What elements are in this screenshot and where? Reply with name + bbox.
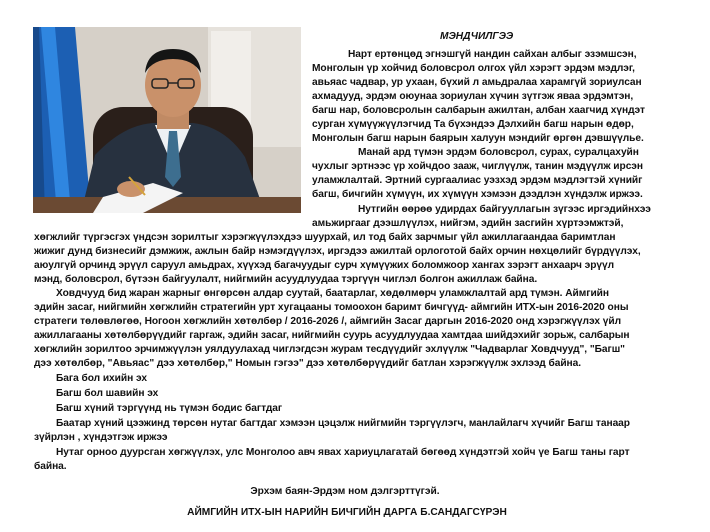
body-line: аюулгүй орчинд эрүүл саруул амьдрах, хүүхэд багачуудыг сурч хүмүүжих боломжоор хангах зэрэгт анхаарч эрүүл xyxy=(34,260,615,271)
letter-title: МЭНДЧИЛГЭЭ xyxy=(440,31,514,42)
body-line: эдийн засаг, нийгмийн хөгжлийн стратегийн урт хугацааны томоохон баримт бичгүүд- аймгийн ИТХ-ын 2016-2020 оны xyxy=(34,302,629,313)
body-line: ахмадууд, эрдэм оюунаа зориулан хүчин зүтгэж яваа эрдэмтэн, xyxy=(312,91,634,102)
body-line: амьжиргааг дээшлүүлэх, нийгэм, эдийн засгийн хүртээмжтэй, xyxy=(312,218,624,229)
closing-line: Эрхэм баян-Эрдэм ном дэлгэрттүгэй. xyxy=(250,486,440,497)
body-line: Нутгийн өөрөө удирдах байгууллагын зүгээс иргэдийнхээ xyxy=(358,204,651,215)
body-line: зүйрлэн , хүндэтгэж иржээ xyxy=(34,432,168,443)
body-line: Ховдчууд бид жаран жарныг өнгөрсөн алдар суутай, баатарлаг, хөдөлмөрч уламжлалтай ард түмэн. Аймгийн xyxy=(56,288,609,299)
body-line: стратеги төлөвлөгөө, Ногоон хөгжлийн хөтөлбөр / 2016-2026 /, аймгийн Засаг даргын 2016-2020 онд хэрэгжүүлэх үйл xyxy=(34,316,622,327)
body-line: ажиллагааны хөтөлбөрүүдийг гаргаж, эдийн засаг, нийгмийн суурь асуудлуудаа хамтдаа шийдэхийг зорьж, салбарын xyxy=(34,330,630,341)
body-line: Монголын багш нарын баярын халуун мэндийг өргөн дэвшүүлье. xyxy=(312,133,644,144)
body-line: Багш бол шавийн эх xyxy=(56,388,159,399)
body-line: уламжлалтай. Эртний сургаалиас уэзхэд эрдэм мэдлэгтэй хүнийг xyxy=(312,175,643,186)
body-line: багш нар, боловсролын салбарын ажилтан, албан хаагчид хүндэт xyxy=(312,105,645,116)
body-line: багш, бичгийн хүмүүн, их хүмүүн хэмээн дээдлэн хүндэлж иржээ. xyxy=(312,189,643,200)
body-line: хөгжлийг түргэсгэх үндсэн зорилтыг хэрэгжүүлэхдээ шуурхай, ил тод байх зарчмыг үйл ажиллагаандаа баримтлан xyxy=(34,232,616,243)
body-line: Нутаг орноо дуурсган хөгжүүлэх, улс Монголоо авч явах хариуцлагатай бөгөөд хүндэтгэй хойч үе Багш таны гарт xyxy=(56,447,630,458)
body-line: Баатар хүний цээжинд төрсөн нутаг багтдаг хэмээн цэцэлж нийгмийн тэргүүлэгч, манлайлагч хүчийг Багш танаар xyxy=(56,418,630,429)
body-line: Нарт ертөнцөд эгнэшгүй нандин сайхан албыг эзэмшсэн, xyxy=(348,49,637,60)
body-line: дээ хөтөлбөр, "Авьяас" дээ хөтөлбөр," Номын гэгээ" дээ хөтөлбөрүүдийг батлан хэрэгжүүлж эхлээд байна. xyxy=(34,358,582,369)
portrait-photo xyxy=(33,27,301,213)
body-line: сурган хүмүүжүүлэгчид Та бүхэндээ Дэлхийн багш нарын өдөр, xyxy=(312,119,634,130)
body-line: Бага бол ихийн эх xyxy=(56,373,148,384)
body-line: Монголын үр хойчид боловсрол олгох үйл хэрэгт эрдэм мэдлэг, xyxy=(312,63,635,74)
body-line: мэнд, боловсрол, бүтээн байгуулалт, нийгмийн асуудлуудаа тэргүүн чиглэл болгон ажиллаж байна. xyxy=(34,274,538,285)
body-line: Манай ард түмэн эрдэм боловсрол, сурах, суралцахуйн xyxy=(358,147,639,158)
body-line: байна. xyxy=(34,461,67,472)
signature: АЙМГИЙН ИТХ-ЫН НАРИЙН БИЧГИЙН ДАРГА Б.САНДАГСҮРЭН xyxy=(187,507,507,518)
body-line: жижиг дунд бизнесийг дэмжиж, ажлын байр нэмэгдүүлэх, иргэдээ ажилтай орлоготой байх орчин нөхцөлийг бүрдүүлэх, xyxy=(34,246,641,257)
body-line: Багш хүний тэргүүнд нь түмэн бодис багтдаг xyxy=(56,403,283,414)
body-line: авьяас чадвар, ур ухаан, бүхий л амьдралаа харамгүй зориулсан xyxy=(312,77,642,88)
body-line: чухлыг эртнээс үр хойчдоо зааж, чиглүүлж, танин мэдүүлж ирсэн xyxy=(312,161,643,172)
body-line: хөгжлийн зорилтоо эрчимжүүлэн уялдуулахад чиглэгдсэн журам тесдүүдийг эхлүүлж "Чадварлаг Ховдчууд", "Багш" xyxy=(34,344,625,355)
